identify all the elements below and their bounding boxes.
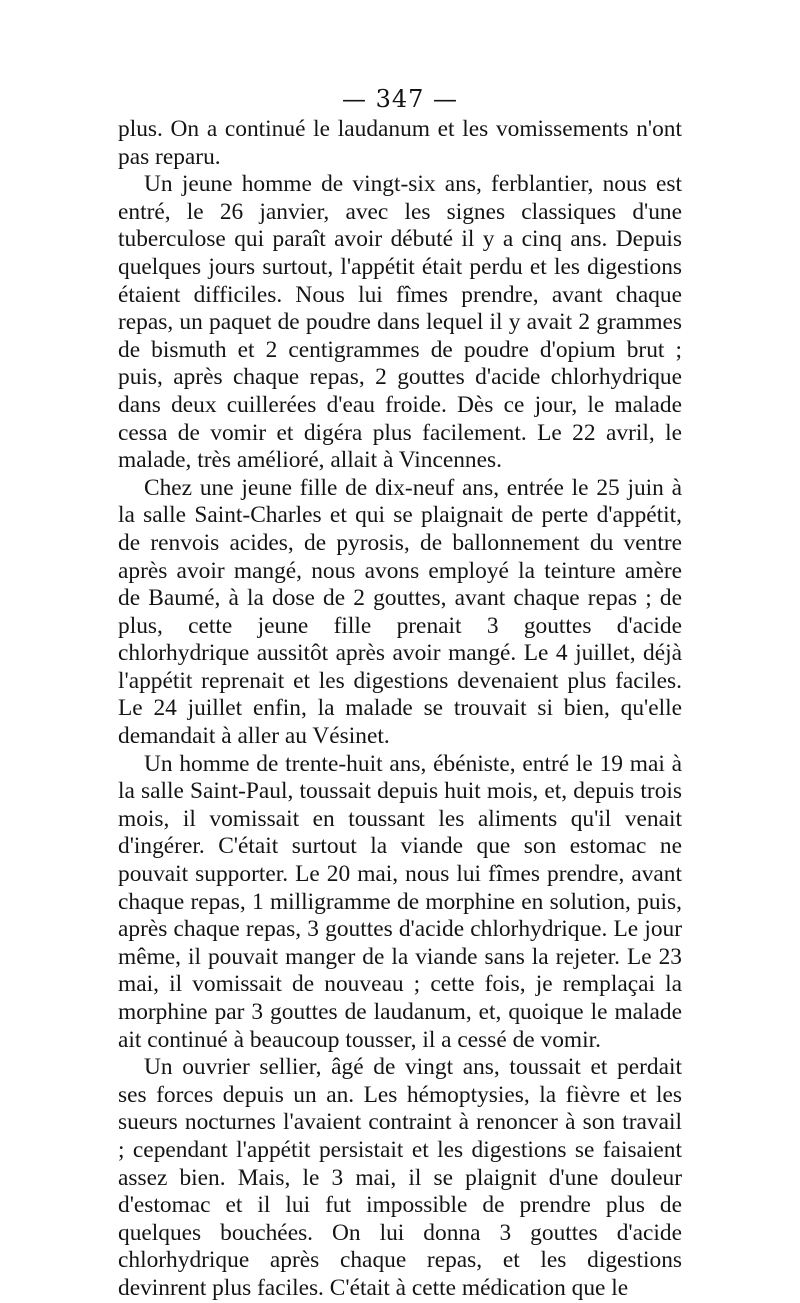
book-page bbox=[118, 84, 682, 1303]
paragraph-case-saddler: Un ouvrier sellier, âgé de vingt ans, toussait et perdait ses forces depuis un an. Les hémoptysies, la fièvre et les sueurs nocturnes l'avaient contraint à renoncer à son travail ; cependant l'appétit persistait et les digestions se faisaient assez bien. Mais, le 3 mai, il se plaignit d'une douleur d'estomac et il lui fut impossible de prendre plus de quelques bouchées. On lui donna 3 gouttes d'acide chlorhydrique après chaque repas, et les digestions devinrent plus faciles. C'était à cette médication que le bbox=[118, 1054, 682, 1301]
page-body bbox=[118, 116, 682, 1303]
page-number: — 347 — bbox=[341, 85, 459, 113]
paragraph-case-young-girl: Chez une jeune fille de dix-neuf ans, entrée le 25 juin à la salle Saint-Charles et qui se plaignait de perte d'appétit, de renvois acides, de pyrosis, de ballonnement du ventre après avoir mangé, nous avons employé la teinture amère de Baumé, à la dose de 2 gouttes, avant chaque repas ; de plus, cette jeune fille prenait 3 gouttes d'acide chlorhydrique aussitôt après avoir mangé. Le 4 juillet, déjà l'appétit reprenait et les digestions devenaient plus faciles. Le 24 juillet enfin, la malade se trouvait si bien, qu'elle demandait à aller au Vésinet. bbox=[118, 474, 682, 750]
paragraph-case-cabinetmaker: Un homme de trente-huit ans, ébéniste, entré le 19 mai à la salle Saint-Paul, toussait depuis huit mois, et, depuis trois mois, il vomissait en toussant les aliments qu'il venait d'ingérer. C'était surtout la viande que son estomac ne pouvait supporter. Le 20 mai, nous lui fîmes prendre, avant chaque repas, 1 milligramme de morphine en solution, puis, après chaque repas, 3 gouttes d'acide chlorhydrique. Le jour même, il pouvait manger de la viande sans la rejeter. Le 23 mai, il vomissait de nouveau ; cette fois, je remplaçai la morphine par 3 gouttes de laudanum, et, quoique le malade ait continué à beaucoup tousser, il a cessé de vomir. bbox=[118, 750, 682, 1053]
paragraph-case-tinsmith: Un jeune homme de vingt-six ans, ferblantier, nous est entré, le 26 janvier, avec les signes classiques d'une tuberculose qui paraît avoir débuté il y a cinq ans. Depuis quelques jours surtout, l'appétit était perdu et les digestions étaient difficiles. Nous lui fîmes prendre, avant chaque repas, un paquet de poudre dans lequel il y avait 2 grammes de bismuth et 2 centigrammes de poudre d'opium brut ; puis, après chaque repas, 2 gouttes d'acide chlorhydrique dans deux cuillerées d'eau froide. Dès ce jour, le malade cessa de vomir et digéra plus facilement. Le 22 avril, le malade, très amélioré, allait à Vincennes. bbox=[118, 171, 682, 474]
paragraph-continuation: plus. On a continué le laudanum et les vomissements n'ont pas reparu. bbox=[118, 116, 682, 170]
